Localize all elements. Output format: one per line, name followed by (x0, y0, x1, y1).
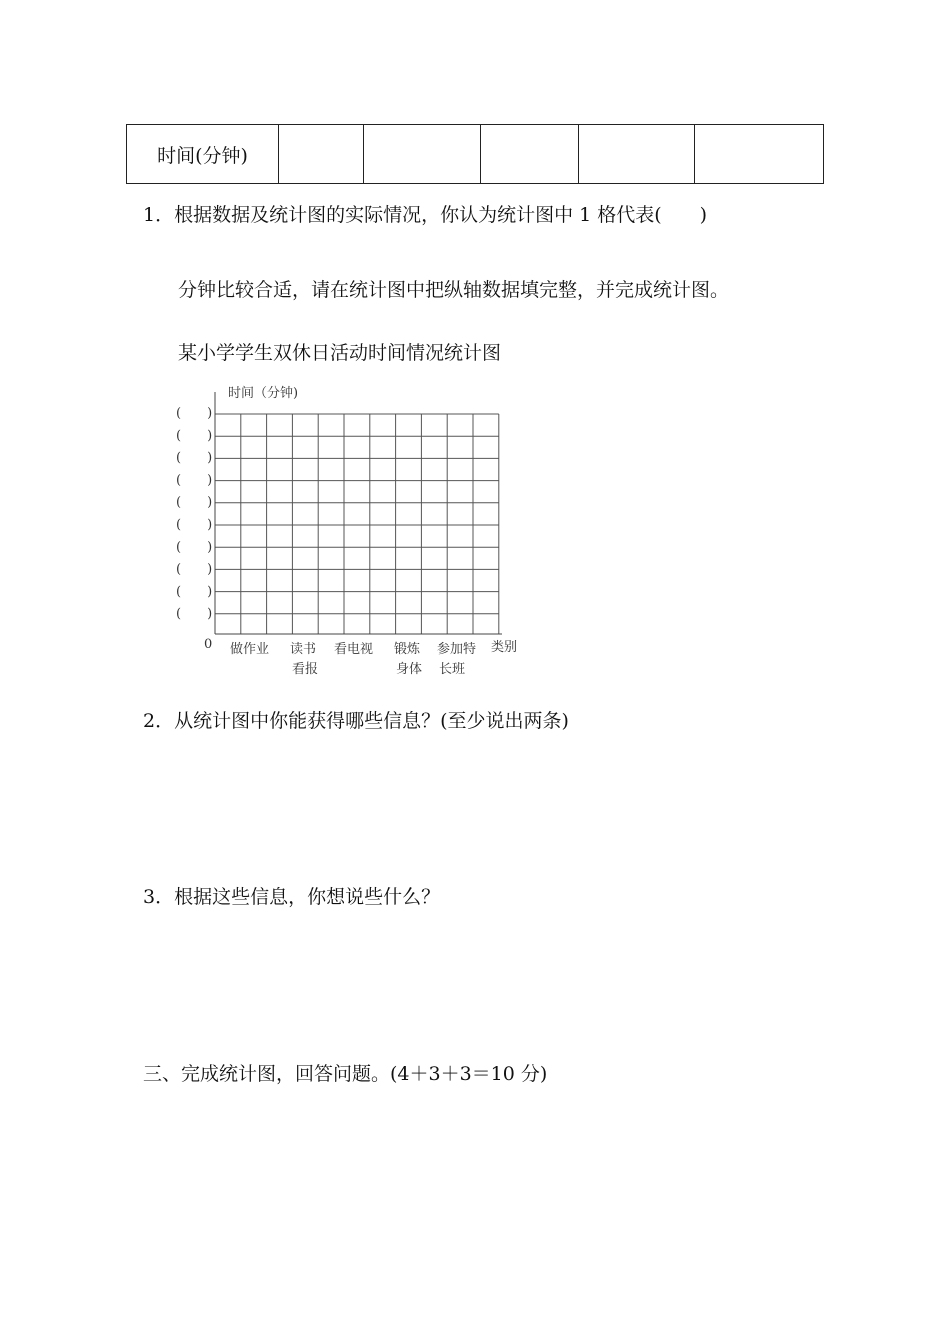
question-2: 2．从统计图中你能获得哪些信息？(至少说出两条) (143, 710, 569, 732)
category-label: 做作业 (230, 642, 270, 657)
y-tick-label: ( ) (176, 406, 213, 421)
table-cell[interactable] (578, 125, 694, 184)
category-label-line-2: 长班 (439, 662, 466, 677)
y-tick-labels (176, 406, 212, 622)
category-label-line-2: 看报 (292, 662, 319, 677)
y-tick-label: ( ) (176, 472, 213, 488)
bar-chart (160, 378, 540, 688)
table-cell[interactable] (279, 125, 364, 184)
table-row (127, 125, 824, 184)
table-row-header: 时间(分钟) (127, 125, 279, 184)
time-table (126, 124, 824, 184)
y-tick-label: ( ) (176, 584, 213, 600)
y-tick-label: ( ) (176, 539, 213, 555)
section-3-heading: 三、完成统计图，回答问题。(4＋3＋3＝10 分) (143, 1063, 548, 1085)
chart-grid (215, 414, 499, 634)
y-axis-label: 时间（分钟) (228, 386, 299, 401)
question-1-line-1: 1．根据数据及统计图的实际情况，你认为统计图中 1 格代表( ) (143, 204, 708, 226)
chart-title: 某小学学生双休日活动时间情况统计图 (178, 342, 502, 364)
category-labels (230, 641, 476, 677)
y-tick-label: ( ) (176, 562, 213, 578)
category-label-line-2: 身体 (396, 662, 423, 677)
y-tick-label: ( ) (176, 495, 213, 511)
category-label: 参加特 (437, 642, 477, 657)
question-3: 3．根据这些信息，你想说些什么？ (143, 886, 441, 908)
category-label: 读书 (290, 642, 317, 657)
table-cell[interactable] (694, 125, 823, 184)
table-cell[interactable] (364, 125, 480, 184)
x-axis-label: 类别 (491, 640, 518, 655)
y-tick-label: ( ) (176, 517, 213, 533)
table-cell[interactable] (480, 125, 578, 184)
y-tick-label: ( ) (176, 606, 213, 622)
category-label: 锻炼 (394, 642, 421, 657)
category-label: 看电视 (334, 642, 374, 657)
question-1-line-2: 分钟比较合适，请在统计图中把纵轴数据填完整，并完成统计图。 (178, 279, 730, 301)
y-tick-label: ( ) (176, 428, 213, 444)
origin-label: 0 (204, 637, 213, 652)
y-tick-label: ( ) (176, 450, 213, 466)
